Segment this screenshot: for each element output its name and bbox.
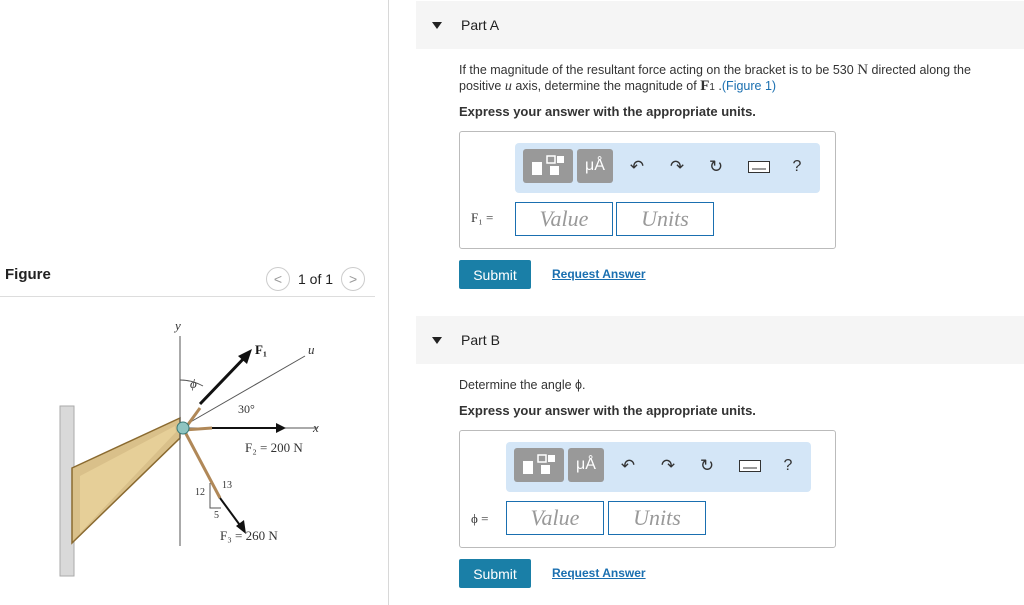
tri-13: 13 bbox=[222, 480, 232, 491]
collapse-caret-icon[interactable] bbox=[432, 337, 442, 344]
units-input[interactable]: Units bbox=[608, 501, 706, 535]
part-b-question: Determine the angle ϕ. bbox=[459, 378, 586, 392]
help-button[interactable]: ? bbox=[792, 158, 802, 175]
reset-icon[interactable]: ↻ bbox=[699, 456, 715, 475]
reset-icon[interactable]: ↻ bbox=[708, 157, 724, 176]
tri-5: 5 bbox=[214, 510, 219, 521]
units-input[interactable]: Units bbox=[616, 202, 714, 236]
next-figure-button[interactable]: > bbox=[341, 267, 365, 291]
F1-label: F₁ bbox=[255, 342, 267, 357]
collapse-caret-icon[interactable] bbox=[432, 22, 442, 29]
part-b-title: Part B bbox=[461, 332, 500, 348]
bracket-figure bbox=[50, 318, 340, 588]
redo-icon[interactable]: ↷ bbox=[660, 456, 676, 475]
figure-link[interactable]: (Figure 1) bbox=[721, 79, 777, 93]
templates-icon bbox=[514, 448, 564, 482]
math-toolbar bbox=[506, 442, 811, 492]
undo-icon[interactable]: ↶ bbox=[620, 456, 636, 475]
submit-button-a[interactable]: Submit bbox=[459, 260, 531, 289]
part-b-answer-box bbox=[459, 430, 836, 548]
part-a-title: Part A bbox=[461, 17, 500, 33]
value-input[interactable]: Value bbox=[515, 202, 613, 236]
figure-pager bbox=[266, 267, 365, 291]
part-a-instruction: Express your answer with the appropriate units. bbox=[459, 104, 756, 119]
keyboard-icon[interactable] bbox=[738, 456, 762, 476]
phi-field-label: ϕ = bbox=[471, 511, 489, 526]
part-a-answer-box bbox=[459, 131, 836, 249]
request-answer-link-b[interactable]: Request Answer bbox=[552, 566, 646, 580]
redo-icon[interactable]: ↷ bbox=[669, 157, 685, 176]
help-button[interactable]: ? bbox=[783, 457, 793, 474]
F2-arrowhead bbox=[276, 423, 286, 433]
part-a-question: If the magnitude of the resultant force acting on the bracket is to be 530 N directed along the positive u axis, determine the magnitude of F1 .(Figure 1) bbox=[459, 62, 971, 94]
math-toolbar bbox=[515, 143, 820, 193]
F1-arrow bbox=[200, 354, 248, 404]
templates-button[interactable] bbox=[523, 149, 573, 183]
y-label: y bbox=[175, 318, 181, 333]
part-b-header[interactable] bbox=[416, 316, 1024, 364]
tri-12: 12 bbox=[195, 487, 205, 498]
pin bbox=[177, 422, 189, 434]
x-label: x bbox=[313, 420, 319, 435]
F3-arrow bbox=[220, 498, 242, 528]
F2-label: F₂ = 200 N bbox=[245, 440, 303, 455]
units-mu-button[interactable]: μÅ bbox=[568, 448, 604, 482]
submit-button-b[interactable]: Submit bbox=[459, 559, 531, 588]
request-answer-link-a[interactable]: Request Answer bbox=[552, 267, 646, 281]
part-a-header[interactable] bbox=[416, 1, 1024, 49]
phi-label: ϕ bbox=[190, 376, 197, 391]
u-label: u bbox=[308, 342, 315, 357]
units-mu-button[interactable]: μÅ bbox=[577, 149, 613, 183]
figure-panel bbox=[0, 0, 388, 605]
part-b-instruction: Express your answer with the appropriate units. bbox=[459, 403, 756, 418]
panel-divider bbox=[388, 0, 389, 605]
pager-label: 1 of 1 bbox=[298, 271, 334, 287]
prev-figure-button[interactable]: < bbox=[266, 267, 290, 291]
undo-icon[interactable]: ↶ bbox=[629, 157, 645, 176]
figure-title: Figure bbox=[5, 266, 51, 283]
figure-divider bbox=[0, 296, 375, 297]
F3-label: F₃ = 260 N bbox=[220, 528, 278, 543]
value-input[interactable]: Value bbox=[506, 501, 604, 535]
keyboard-icon[interactable] bbox=[747, 157, 771, 177]
templates-icon bbox=[523, 149, 573, 183]
F1-field-label: F₁ = bbox=[471, 210, 494, 225]
templates-button[interactable] bbox=[514, 448, 564, 482]
u-axis bbox=[180, 356, 305, 428]
angle-label: 30° bbox=[238, 402, 255, 416]
